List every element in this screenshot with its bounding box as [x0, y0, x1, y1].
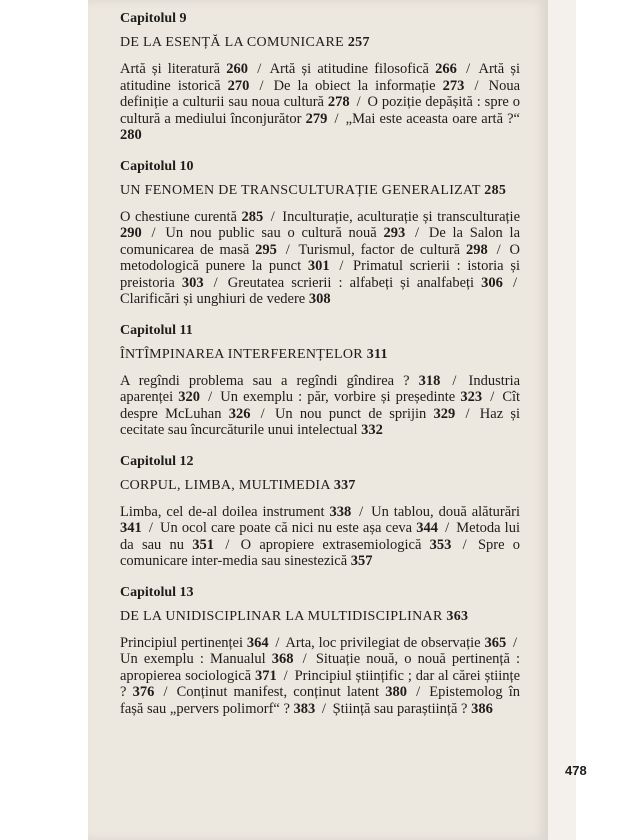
entry-title: Arta, loc privilegiat de observație — [285, 634, 481, 651]
chapter-title-page: 257 — [347, 35, 370, 50]
entry-title: O poziție depășită : spre o cultură a mediului înconjurător — [120, 94, 521, 127]
entry-separator: / — [213, 274, 218, 291]
chapter-title — [120, 182, 520, 199]
entry-title: Un ocol care poate că nici nu este așa ceva — [160, 520, 413, 536]
entry-title: Inculturație, aculturație și transculturație — [282, 208, 521, 225]
table-of-contents — [120, 10, 520, 731]
chapter-title-page: 285 — [484, 182, 507, 198]
entry-separator: / — [490, 389, 495, 405]
entry-title: „Mai este aceasta oare artă ?“ — [345, 110, 520, 127]
entry-separator: / — [356, 94, 361, 110]
entry-page-number: 303 — [181, 274, 204, 291]
entry-separator: / — [260, 405, 265, 422]
chapter-title — [120, 34, 520, 51]
entry-page-number: 279 — [305, 110, 328, 127]
chapter-entries — [120, 61, 520, 144]
entry-title: Industria aparenței — [120, 372, 521, 405]
entry-title: Conținut manifest, conținut latent — [176, 684, 380, 700]
entry-title: Clarificări și unghiuri de vedere — [120, 291, 306, 307]
entry-separator: / — [302, 651, 307, 667]
entry-separator: / — [496, 241, 501, 258]
entry-separator: / — [415, 225, 420, 241]
entry-title: Un nou punct de sprijin — [274, 405, 427, 422]
entry-title: Principiul științific ; dar al cărei științe ? — [120, 667, 521, 700]
chapter-title-text: UN FENOMEN DE TRANSCULTURAȚIE GENERALIZAT — [120, 182, 481, 198]
entry-page-number: 306 — [481, 274, 503, 291]
entry-separator: / — [285, 241, 290, 258]
entry-separator: / — [466, 61, 471, 77]
entry-separator: / — [270, 208, 275, 225]
entry-page-number: 344 — [416, 520, 438, 536]
entry-title: O apropiere extrasemiologică — [240, 536, 422, 553]
entry-title: Noua definiție a culturii sau noua cultură — [120, 77, 521, 110]
entry-page-number: 329 — [433, 405, 456, 422]
entry-title: Greutatea scrierii : alfabeți și analfabeți — [227, 274, 475, 291]
entry-page-number: 383 — [293, 700, 316, 717]
entry-separator: / — [513, 634, 518, 651]
chapter-title — [120, 477, 520, 494]
entry-page-number: 270 — [227, 77, 250, 94]
entry-separator: / — [225, 536, 230, 553]
entry-title: Un exemplu : Manualul — [120, 651, 266, 667]
entry-page-number: 285 — [241, 208, 264, 225]
chapter-label: Capitolul 11 — [120, 322, 193, 338]
entry-page-number: 386 — [471, 700, 493, 717]
entry-title: Principiul pertinenței — [120, 634, 243, 651]
entry-page-number: 380 — [385, 684, 407, 700]
entry-page-number: 266 — [435, 61, 457, 77]
entry-separator: / — [465, 405, 470, 422]
entry-separator: / — [462, 536, 467, 553]
page-number: 478 — [565, 763, 587, 778]
entry-page-number: 364 — [246, 634, 269, 651]
chapter-title-text: ÎNTÎMPINAREA INTERFERENȚELOR — [120, 346, 363, 362]
chapter-entries — [120, 504, 520, 570]
entry-page-number: 376 — [132, 684, 155, 700]
entry-title: Turismul, factor de cultură — [298, 241, 461, 258]
entry-separator: / — [163, 684, 168, 700]
entry-title: Limba, cel de-al doilea instrument — [120, 503, 325, 520]
entry-page-number: 332 — [361, 422, 383, 438]
entry-separator: / — [445, 520, 450, 536]
entry-title: A regîndi problema sau a regîndi gîndirea ? — [120, 372, 410, 389]
chapter-section — [120, 10, 520, 144]
entry-separator: / — [416, 684, 421, 700]
entry-page-number: 273 — [442, 77, 465, 94]
entry-title: Un tablou, două alăturări — [371, 503, 521, 520]
entry-separator: / — [259, 77, 264, 94]
entry-page-number: 351 — [192, 536, 215, 553]
entry-separator: / — [208, 389, 213, 405]
entry-page-number: 320 — [178, 389, 200, 405]
entry-separator: / — [257, 61, 262, 77]
entry-separator: / — [334, 110, 339, 127]
entry-page-number: 295 — [255, 241, 277, 258]
chapter-label: Capitolul 9 — [120, 11, 187, 26]
chapter-title-page: 363 — [446, 608, 469, 624]
chapter-title — [120, 608, 520, 625]
entry-title: Artă și atitudine istorică — [120, 61, 521, 94]
entry-title: De la Salon la comunicarea de masă — [120, 225, 521, 258]
entry-page-number: 290 — [120, 225, 142, 241]
entry-title: Spre o comunicare inter-media sau sinestezică — [120, 536, 521, 569]
entry-title: Primatul scrierii : istoria și preistoria — [120, 258, 520, 291]
entry-title: Un nou public sau o cultură nouă — [165, 225, 377, 241]
chapter-label: Capitolul 10 — [120, 158, 194, 174]
chapter-section — [120, 322, 520, 439]
entry-page-number: 323 — [460, 389, 483, 405]
chapter-title-text: DE LA UNIDISCIPLINAR LA MULTIDISCIPLINAR — [120, 608, 443, 624]
entry-separator: / — [151, 225, 156, 241]
chapter-entries — [120, 373, 520, 439]
entry-separator: / — [339, 258, 344, 274]
chapter-section — [120, 584, 520, 718]
chapter-title-text: CORPUL, LIMBA, MULTIMEDIA — [120, 477, 330, 493]
entry-separator: / — [283, 667, 288, 684]
entry-separator: / — [452, 372, 457, 389]
entry-page-number: 301 — [307, 258, 330, 274]
chapter-title-text: DE LA ESENȚĂ LA COMUNICARE — [120, 35, 345, 50]
entry-title: Un exemplu : păr, vorbire și președinte — [220, 389, 456, 405]
entry-page-number: 368 — [271, 651, 294, 667]
entry-page-number: 298 — [465, 241, 488, 258]
entry-separator: / — [513, 274, 518, 291]
entry-title: Situație nouă, o nouă pertinență : apropierea sociologică — [120, 651, 521, 684]
entry-title: Artă și literatură — [120, 61, 221, 77]
chapter-title-page: 337 — [333, 477, 356, 493]
chapter-entries — [120, 635, 520, 718]
chapter-section — [120, 453, 520, 570]
entry-page-number: 318 — [418, 372, 441, 389]
entry-page-number: 280 — [120, 127, 142, 143]
entry-separator: / — [321, 700, 326, 717]
entry-page-number: 357 — [350, 553, 373, 569]
entry-page-number: 371 — [255, 667, 277, 684]
entry-page-number: 278 — [327, 94, 350, 110]
entry-title: Artă și atitudine filosofică — [269, 61, 429, 77]
chapter-entries — [120, 209, 520, 308]
facing-page-edge — [548, 0, 576, 840]
entry-title: Metoda lui da sau nu — [120, 520, 520, 553]
entry-page-number: 338 — [329, 503, 352, 520]
chapter-section — [120, 158, 520, 308]
entry-page-number: 365 — [484, 634, 507, 651]
entry-separator: / — [359, 503, 364, 520]
entry-title: Cît despre McLuhan — [120, 389, 521, 422]
entry-page-number: 326 — [228, 405, 251, 422]
chapter-title — [120, 346, 520, 363]
entry-separator: / — [275, 634, 280, 651]
entry-title: Haz și cecitate sau încurcăturile unui intelectual — [120, 405, 521, 438]
chapter-title-page: 311 — [366, 346, 388, 362]
entry-separator: / — [474, 77, 479, 94]
entry-title: Epistemolog în fașă sau „pervers polimorf“ ? — [120, 684, 521, 717]
entry-page-number: 308 — [308, 291, 331, 307]
chapter-label: Capitolul 12 — [120, 453, 194, 469]
entry-page-number: 260 — [226, 61, 249, 77]
entry-page-number: 353 — [429, 536, 452, 553]
entry-page-number: 341 — [120, 520, 142, 536]
chapter-label: Capitolul 13 — [120, 584, 194, 600]
entry-separator: / — [148, 520, 153, 536]
entry-page-number: 293 — [383, 225, 406, 241]
entry-title: Știință sau paraștiință ? — [332, 700, 468, 717]
entry-title: O chestiune curentă — [120, 208, 237, 225]
entry-title: O metodologică punere la punct — [120, 241, 520, 274]
entry-title: De la obiect la informație — [273, 77, 436, 94]
